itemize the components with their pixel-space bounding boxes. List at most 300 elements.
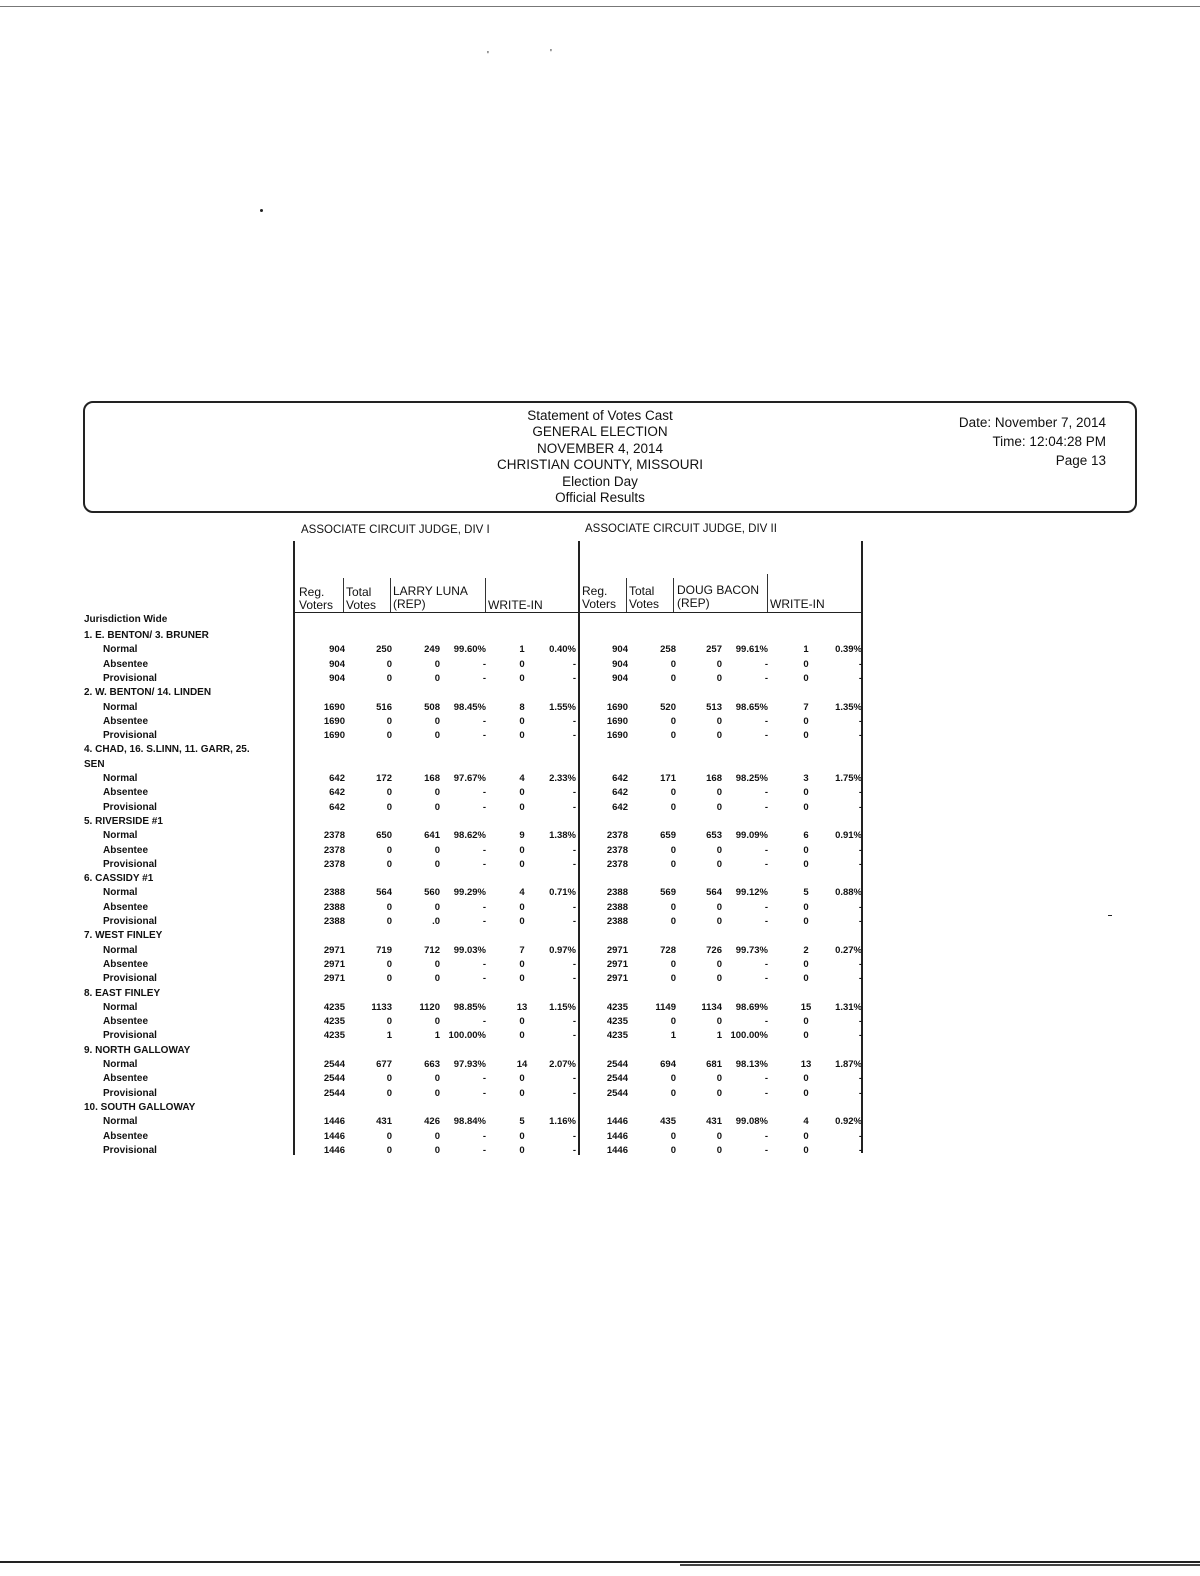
table-cell: 4 <box>519 887 525 899</box>
vote-type-label: Provisional <box>103 858 157 870</box>
table-cell: - <box>858 730 862 742</box>
table-cell: 0 <box>716 1073 722 1085</box>
table-cell: - <box>858 658 862 670</box>
table-cell: 15 <box>800 1001 812 1013</box>
table-cell: - <box>572 1073 576 1085</box>
table-cell: 431 <box>376 1116 392 1128</box>
table-cell: 2544 <box>323 1073 345 1085</box>
table-cell: - <box>572 858 576 870</box>
table-cell: - <box>572 844 576 856</box>
precinct-name: 6. CASSIDY #1 <box>84 873 154 885</box>
table-row <box>0 859 900 873</box>
table-cell: 99.73% <box>735 944 768 956</box>
table-cell: 13 <box>516 1001 528 1013</box>
table-cell: 642 <box>329 801 345 813</box>
scan-mark-dash <box>1108 915 1112 916</box>
table-cell: 2971 <box>323 973 345 985</box>
table-cell: 0 <box>519 787 525 799</box>
table-cell: - <box>572 801 576 813</box>
contest-title-div1: ASSOCIATE CIRCUIT JUDGE, DIV I <box>301 524 490 536</box>
table-cell: 0 <box>386 901 392 913</box>
table-cell: 0 <box>386 787 392 799</box>
table-cell: 0 <box>434 715 440 727</box>
table-cell: 0 <box>386 1087 392 1099</box>
vote-type-label: Normal <box>103 773 138 784</box>
table-cell: 0 <box>386 672 392 684</box>
table-cell: - <box>764 973 768 985</box>
table-cell: 3 <box>803 773 809 784</box>
table-cell: 4235 <box>323 1030 345 1042</box>
table-cell: 1.75% <box>835 773 862 784</box>
table-cell: 0 <box>670 973 676 985</box>
table-cell: 0 <box>519 901 525 913</box>
table-cell: 904 <box>329 672 345 684</box>
table-cell: 2971 <box>606 958 628 970</box>
col-total-votes: Total Votes <box>629 584 660 611</box>
table-cell: 0 <box>519 730 525 742</box>
table-cell: 2378 <box>323 858 345 870</box>
scan-mark: ' <box>550 48 552 59</box>
table-cell: 1690 <box>323 715 345 727</box>
table-cell: 0 <box>803 1073 809 1085</box>
table-cell: 0 <box>434 958 440 970</box>
table-cell: 435 <box>660 1116 676 1128</box>
table-cell: 642 <box>612 801 628 813</box>
report-date: Date: November 7, 2014 <box>958 415 1106 430</box>
table-cell: - <box>764 916 768 927</box>
vote-type-label: Absentee <box>103 901 149 913</box>
vote-type-label: Provisional <box>103 730 157 742</box>
table-cell: 1 <box>519 644 525 656</box>
table-cell: 2388 <box>606 887 628 899</box>
table-row <box>0 644 900 658</box>
vote-type-label: Absentee <box>103 1073 149 1085</box>
table-cell: 97.93% <box>453 1059 486 1070</box>
table-cell: 1690 <box>323 730 345 742</box>
table-cell: - <box>572 715 576 727</box>
table-row <box>0 1145 900 1159</box>
table-cell: 0 <box>386 1016 392 1028</box>
col-candidate: DOUG BACON (REP) <box>677 583 760 610</box>
table-cell: - <box>572 1087 576 1099</box>
table-cell: 0.91% <box>835 830 862 842</box>
table-cell: 0.39% <box>835 644 862 656</box>
table-cell: - <box>572 730 576 742</box>
vote-type-label: Normal <box>103 1001 138 1013</box>
table-cell: 1134 <box>701 1001 722 1013</box>
table-cell: 0 <box>519 715 525 727</box>
table-cell: 2971 <box>323 944 345 956</box>
table-cell: - <box>764 672 768 684</box>
precinct-name: 10. SOUTH GALLOWAY <box>84 1101 196 1113</box>
precinct-header <box>0 630 900 644</box>
table-row <box>0 673 900 687</box>
table-cell: 0 <box>519 1144 525 1156</box>
table-row <box>0 1002 900 1016</box>
table-row <box>0 730 900 744</box>
table-cell: - <box>764 1016 768 1028</box>
table-cell: - <box>482 844 486 856</box>
table-cell: - <box>572 973 576 985</box>
table-cell: - <box>764 958 768 970</box>
table-cell: - <box>858 858 862 870</box>
table-cell: 0 <box>519 672 525 684</box>
scan-speck <box>260 209 263 212</box>
table-cell: - <box>764 1144 768 1156</box>
table-cell: - <box>482 1130 486 1142</box>
header-rule <box>343 578 344 613</box>
table-cell: - <box>572 1016 576 1028</box>
table-cell: 0 <box>670 916 676 927</box>
table-cell: 0 <box>519 1087 525 1099</box>
table-cell: 99.12% <box>735 887 768 899</box>
table-cell: 516 <box>376 701 392 713</box>
table-cell: - <box>482 958 486 970</box>
table-cell: 99.09% <box>735 830 768 842</box>
table-cell: 0 <box>434 973 440 985</box>
table-row <box>0 659 900 673</box>
table-row <box>0 887 900 901</box>
table-cell: 0 <box>386 844 392 856</box>
table-cell: - <box>858 1030 862 1042</box>
table-cell: 0 <box>434 1016 440 1028</box>
table-cell: 1149 <box>655 1001 676 1013</box>
table-cell: 520 <box>660 701 676 713</box>
precinct-name: 5. RIVERSIDE #1 <box>84 815 163 827</box>
table-cell: 2971 <box>606 973 628 985</box>
table-cell: 1 <box>716 1030 722 1042</box>
table-cell: 0 <box>519 658 525 670</box>
report-page: Page 13 <box>1055 453 1106 468</box>
table-cell: 4235 <box>606 1001 628 1013</box>
table-cell: 1690 <box>323 701 345 713</box>
table-cell: - <box>764 901 768 913</box>
table-cell: 0 <box>716 901 722 913</box>
table-cell: - <box>764 1073 768 1085</box>
table-cell: 97.67% <box>453 773 486 784</box>
precinct-header <box>0 687 900 701</box>
table-cell: 2971 <box>606 944 628 956</box>
table-cell: - <box>858 1087 862 1099</box>
table-cell: 0 <box>670 801 676 813</box>
table-cell: 0 <box>386 1144 392 1156</box>
table-cell: - <box>482 730 486 742</box>
table-cell: 712 <box>424 944 440 956</box>
table-cell: 8 <box>519 701 525 713</box>
table-cell: 2544 <box>323 1087 345 1099</box>
table-cell: - <box>482 787 486 799</box>
table-cell: 2388 <box>606 916 628 927</box>
table-cell: 426 <box>424 1116 440 1128</box>
table-cell: .0 <box>432 916 440 927</box>
table-cell: 1446 <box>323 1130 345 1142</box>
table-cell: 0 <box>519 958 525 970</box>
table-cell: 2378 <box>323 830 345 842</box>
table-cell: 0 <box>386 858 392 870</box>
table-cell: 0 <box>434 844 440 856</box>
table-cell: 0 <box>519 1016 525 1028</box>
table-cell: - <box>858 916 862 927</box>
table-row <box>0 959 900 973</box>
table-cell: - <box>764 1087 768 1099</box>
table-cell: - <box>482 1087 486 1099</box>
vote-type-label: Absentee <box>103 1016 149 1028</box>
table-cell: 0 <box>670 958 676 970</box>
table-cell: 0 <box>434 730 440 742</box>
table-cell: 1690 <box>606 715 628 727</box>
table-cell: 1120 <box>419 1001 440 1013</box>
table-cell: 719 <box>376 944 392 956</box>
table-cell: - <box>764 801 768 813</box>
report-title-line: Official Results <box>555 490 645 506</box>
table-cell: - <box>572 916 576 927</box>
vote-type-label: Normal <box>103 701 138 713</box>
table-cell: 5 <box>803 887 809 899</box>
table-cell: 1.15% <box>549 1001 576 1013</box>
table-cell: 0 <box>670 1144 676 1156</box>
table-cell: 4 <box>519 773 525 784</box>
col-reg-voters: Reg. Voters <box>299 585 334 612</box>
table-cell: 0 <box>716 801 722 813</box>
table-cell: 513 <box>706 701 722 713</box>
table-cell: 0 <box>386 916 392 927</box>
bottom-scan-edge <box>0 1561 1200 1563</box>
table-cell: 4235 <box>323 1001 345 1013</box>
table-cell: 0 <box>519 973 525 985</box>
table-cell: 2544 <box>606 1059 628 1070</box>
table-cell: 0 <box>803 844 809 856</box>
col-write-in: WRITE-IN <box>770 597 825 611</box>
table-cell: 168 <box>424 773 440 784</box>
table-cell: 0 <box>386 801 392 813</box>
table-cell: - <box>572 1144 576 1156</box>
table-cell: - <box>482 973 486 985</box>
table-cell: 98.13% <box>735 1059 768 1070</box>
table-cell: 7 <box>803 701 809 713</box>
table-cell: - <box>482 1073 486 1085</box>
header-rule <box>485 578 486 613</box>
precinct-name: 7. WEST FINLEY <box>84 930 163 942</box>
vote-type-label: Absentee <box>103 715 149 727</box>
table-cell: - <box>572 958 576 970</box>
table-cell: - <box>482 672 486 684</box>
table-cell: 98.85% <box>453 1001 486 1013</box>
vote-type-label: Provisional <box>103 973 157 985</box>
table-cell: 508 <box>424 701 440 713</box>
table-cell: 0 <box>716 858 722 870</box>
table-cell: 100.00% <box>730 1030 768 1042</box>
header-underline <box>295 612 861 613</box>
table-cell: - <box>858 672 862 684</box>
table-cell: 0.88% <box>835 887 862 899</box>
table-cell: 99.03% <box>453 944 486 956</box>
table-cell: 0 <box>803 787 809 799</box>
table-cell: 564 <box>376 887 392 899</box>
table-row <box>0 830 900 844</box>
table-cell: 726 <box>706 944 722 956</box>
table-row <box>0 973 900 987</box>
table-cell: 694 <box>660 1059 676 1070</box>
table-cell: 642 <box>329 787 345 799</box>
table-cell: - <box>572 672 576 684</box>
table-cell: 0 <box>434 801 440 813</box>
table-cell: 99.61% <box>735 644 768 656</box>
table-cell: 0 <box>803 1030 809 1042</box>
table-cell: - <box>764 858 768 870</box>
precinct-header <box>0 873 900 887</box>
col-candidate: LARRY LUNA (REP) <box>393 584 468 611</box>
table-cell: 564 <box>706 887 722 899</box>
table-row <box>0 1073 900 1087</box>
table-cell: 0 <box>386 1073 392 1085</box>
header-rule <box>390 578 391 613</box>
table-cell: 1690 <box>606 730 628 742</box>
table-cell: 0 <box>434 658 440 670</box>
table-cell: 250 <box>376 644 392 656</box>
table-cell: 2378 <box>606 830 628 842</box>
table-cell: 0 <box>670 1073 676 1085</box>
table-cell: - <box>482 715 486 727</box>
table-cell: - <box>858 1130 862 1142</box>
table-cell: 0 <box>386 658 392 670</box>
table-cell: 0 <box>803 658 809 670</box>
precinct-header <box>0 988 900 1002</box>
vote-type-label: Provisional <box>103 801 157 813</box>
table-cell: 1446 <box>323 1116 345 1128</box>
precinct-name: 2. W. BENTON/ 14. LINDEN <box>84 687 212 699</box>
table-cell: 9 <box>519 830 525 842</box>
table-cell: 5 <box>519 1116 525 1128</box>
table-cell: 0 <box>803 672 809 684</box>
table-cell: 642 <box>329 773 345 784</box>
table-cell: 2388 <box>323 901 345 913</box>
precinct-header <box>0 759 900 773</box>
table-cell: 0 <box>519 1030 525 1042</box>
table-cell: 0 <box>716 1130 722 1142</box>
table-cell: 1 <box>386 1030 392 1042</box>
table-cell: - <box>764 844 768 856</box>
table-cell: 0 <box>716 958 722 970</box>
table-cell: 653 <box>706 830 722 842</box>
table-cell: 98.62% <box>453 830 486 842</box>
table-cell: 0 <box>434 858 440 870</box>
vote-type-label: Absentee <box>103 844 149 856</box>
table-cell: 0 <box>803 901 809 913</box>
table-cell: - <box>858 1144 862 1156</box>
vote-type-label: Normal <box>103 887 138 899</box>
table-cell: 663 <box>424 1059 440 1070</box>
table-cell: 0 <box>670 658 676 670</box>
table-cell: 904 <box>612 672 628 684</box>
table-cell: 569 <box>660 887 676 899</box>
vote-type-label: Normal <box>103 644 138 656</box>
table-cell: 0 <box>803 1016 809 1028</box>
table-row <box>0 1088 900 1102</box>
table-row <box>0 802 900 816</box>
table-cell: 0 <box>670 844 676 856</box>
vote-type-label: Provisional <box>103 1144 157 1156</box>
table-cell: 0 <box>670 1016 676 1028</box>
table-cell: 0 <box>386 1130 392 1142</box>
table-cell: 2.07% <box>549 1059 576 1070</box>
table-cell: 0 <box>670 730 676 742</box>
table-cell: - <box>764 730 768 742</box>
table-cell: 0 <box>716 1087 722 1099</box>
table-cell: 659 <box>660 830 676 842</box>
header-rule <box>767 574 768 613</box>
top-scan-edge <box>0 6 1200 7</box>
table-cell: - <box>858 1016 862 1028</box>
table-cell: 168 <box>706 773 722 784</box>
table-cell: 0 <box>670 787 676 799</box>
table-cell: - <box>572 1130 576 1142</box>
table-cell: 2378 <box>606 858 628 870</box>
table-cell: - <box>572 901 576 913</box>
vote-type-label: Normal <box>103 1059 138 1070</box>
table-cell: 258 <box>660 644 676 656</box>
scan-mark: ' <box>487 50 489 61</box>
table-cell: 2544 <box>606 1073 628 1085</box>
table-cell: 2388 <box>323 887 345 899</box>
table-row <box>0 1131 900 1145</box>
table-cell: - <box>572 787 576 799</box>
table-cell: 0 <box>803 1144 809 1156</box>
table-cell: 249 <box>424 644 440 656</box>
table-cell: 0 <box>386 730 392 742</box>
table-cell: 641 <box>424 830 440 842</box>
precinct-name: 1. E. BENTON/ 3. BRUNER <box>84 630 209 641</box>
table-cell: 13 <box>800 1059 812 1070</box>
table-cell: 0 <box>519 916 525 927</box>
table-cell: 98.69% <box>735 1001 768 1013</box>
table-cell: 650 <box>376 830 392 842</box>
table-cell: 904 <box>329 644 345 656</box>
vote-type-label: Absentee <box>103 658 149 670</box>
table-cell: 0 <box>434 1144 440 1156</box>
table-cell: 681 <box>706 1059 722 1070</box>
table-cell: 0 <box>519 844 525 856</box>
table-cell: 0 <box>670 1130 676 1142</box>
table-cell: 1.55% <box>549 701 576 713</box>
table-row <box>0 945 900 959</box>
table-cell: 99.60% <box>453 644 486 656</box>
table-cell: 2 <box>803 944 809 956</box>
table-cell: 0.71% <box>549 887 576 899</box>
precinct-header <box>0 1102 900 1116</box>
table-cell: 1 <box>434 1030 440 1042</box>
table-cell: 6 <box>803 830 809 842</box>
report-title-line: Election Day <box>562 473 638 489</box>
table-cell: 0 <box>670 858 676 870</box>
table-row <box>0 916 900 930</box>
table-cell: 904 <box>329 658 345 670</box>
table-cell: 0 <box>716 973 722 985</box>
table-row <box>0 1016 900 1030</box>
table-cell: 1690 <box>606 701 628 713</box>
precinct-header <box>0 930 900 944</box>
table-cell: - <box>764 1130 768 1142</box>
table-row <box>0 1059 900 1073</box>
table-cell: 1.35% <box>835 701 862 713</box>
report-title-line: NOVEMBER 4, 2014 <box>536 440 664 456</box>
table-cell: - <box>482 858 486 870</box>
table-cell: 100.00% <box>448 1030 486 1042</box>
table-cell: 172 <box>376 773 392 784</box>
table-cell: 642 <box>612 773 628 784</box>
table-cell: 0.27% <box>835 944 862 956</box>
table-cell: 0 <box>803 958 809 970</box>
table-cell: - <box>858 901 862 913</box>
